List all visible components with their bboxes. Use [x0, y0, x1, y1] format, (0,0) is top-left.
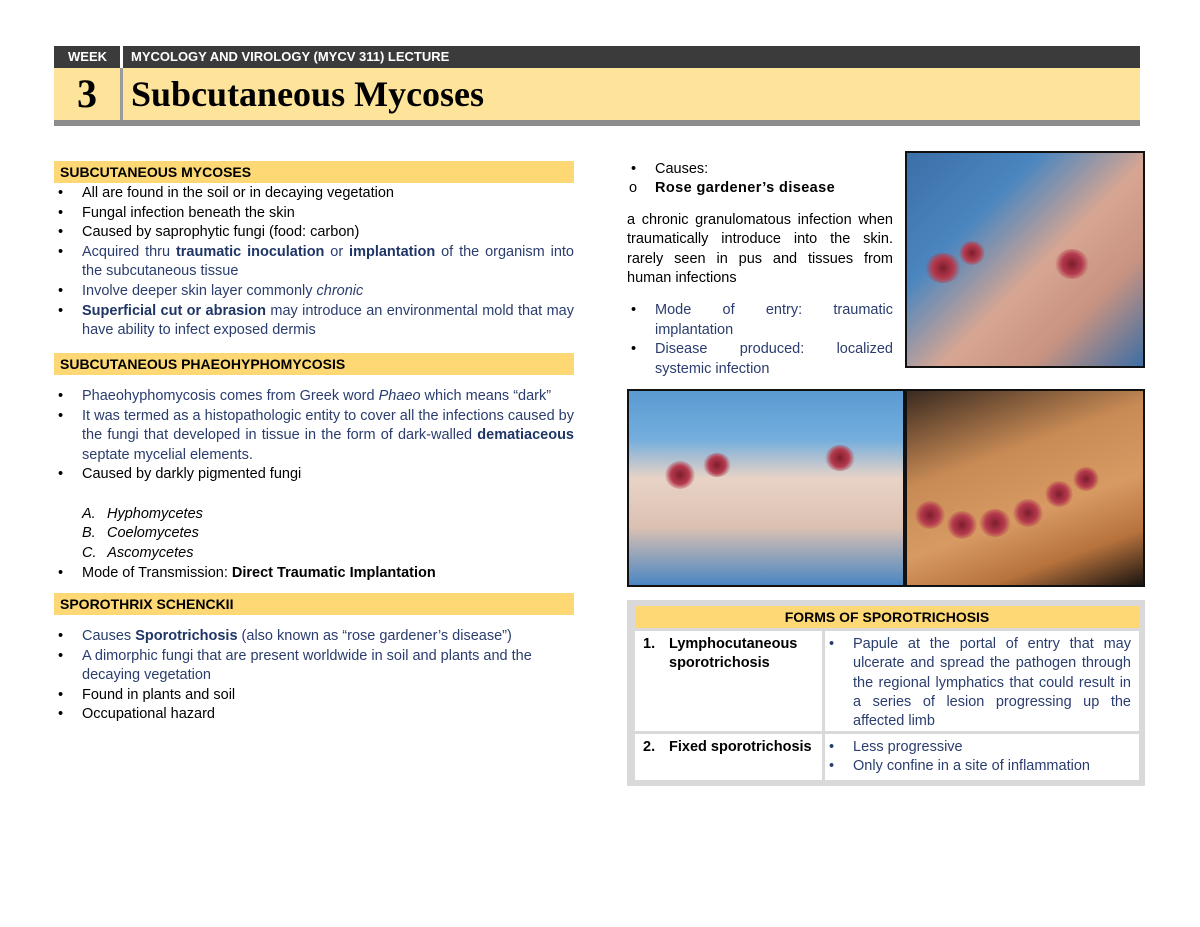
form-name: Fixed sporotrichosis: [669, 739, 812, 755]
table-cell-form-description: [825, 734, 1139, 780]
bullet-text: It was termed as a histopathologic entity to cover all the infections caused by the fungi that developed in tissue in the form of dark-walled: [82, 407, 574, 444]
week-label: WEEK: [68, 49, 107, 64]
bold-term: Sporotrichosis: [135, 628, 238, 644]
leg-ulcer-photo: [905, 389, 1145, 587]
lesion-mark: [1073, 467, 1099, 491]
list-item: [627, 160, 893, 180]
row-number: 2.: [643, 739, 656, 755]
list-item: • Papule at the portal of entry that may ulcerate and spread the pathogen through the regional lymphatics that could result in a series of lesion progressing up the affected limb: [853, 635, 1131, 731]
table-cell-form-description: [825, 631, 1139, 731]
transmission-list: [54, 564, 574, 584]
bullet-text: Disease produced: localized systemic infection: [655, 341, 893, 377]
bullet-text: Occupational hazard: [82, 706, 215, 723]
list-item: [54, 282, 574, 302]
list-item: [54, 407, 574, 466]
list-item: [54, 564, 574, 584]
bullet-text: Caused by darkly pigmented fungi: [82, 466, 302, 483]
list-item: [54, 647, 574, 686]
lesion-mark: [925, 253, 961, 283]
bold-term: traumatic inoculation: [175, 243, 325, 260]
lesion-mark: [979, 509, 1011, 537]
sporotrichosis-description: a chronic granulomatous infection when traumatically introduce into the skin. rarely seen in pus and tissues from human infections: [627, 212, 893, 287]
course-title: MYCOLOGY AND VIROLOGY (MYCV 311) LECTURE: [120, 46, 1140, 68]
lesion-mark: [915, 501, 945, 529]
lesion-mark: [947, 511, 977, 539]
bullet-text: Causes: [82, 628, 136, 644]
table-cell-form-name: [635, 734, 822, 780]
row-number: 1.: [643, 636, 656, 652]
list-item: [627, 301, 893, 340]
table-heading: FORMS OF SPOROTRICHOSIS: [635, 606, 1139, 628]
italic-term: Phaeo: [378, 388, 421, 404]
sub-item: C. Ascomycetes: [82, 544, 194, 561]
circle-bullet: o: [629, 180, 638, 196]
forms-of-sporotrichosis-table: [627, 600, 1145, 786]
bullet-text: (also known as “rose gardener’s disease”): [237, 628, 512, 644]
bold-term: dematiaceous: [477, 427, 574, 444]
fungi-sublist: [54, 505, 574, 563]
list-item: [54, 223, 574, 243]
bullet-text: All are found in the soil or in decaying vegetation: [82, 185, 394, 201]
bullet-text: may introduce an environmental mold that may have ability to infect exposed dermis: [82, 302, 574, 339]
section-heading-phaeohyphomycosis: SUBCUTANEOUS PHAEOHYPHOMYCOSIS: [54, 353, 574, 375]
hand-lesion-photo: [905, 151, 1145, 368]
page-header: [54, 46, 1140, 126]
header-bar: [54, 46, 1140, 68]
bullet-text: Involve deeper skin layer commonly: [82, 282, 317, 299]
page-title: Subcutaneous Mycoses: [120, 68, 1140, 120]
bullet-text: Found in plants and soil: [82, 686, 236, 703]
header-divider: [54, 120, 1140, 126]
bullet-text: A dimorphic fungi that are present worldwide in soil and plants and the decaying vegetation: [82, 647, 532, 684]
bullet-text: Fungal infection beneath the skin: [82, 204, 295, 221]
list-item: [54, 204, 574, 224]
lesion-mark: [959, 241, 985, 265]
bold-term: Superficial cut or abrasion: [82, 302, 266, 319]
sub-item: A. Hyphomycetes: [82, 506, 203, 522]
list-item: [54, 465, 574, 485]
lesion-mark: [1055, 249, 1089, 279]
causes-list: [627, 160, 893, 180]
bullet-text: of the organism into the subcutaneous tissue: [82, 243, 574, 280]
bullet-text: Caused by saprophytic fungi (food: carbon): [82, 224, 360, 241]
list-item: [627, 340, 893, 379]
sub-item: B. Coelomycetes: [82, 525, 199, 542]
section-heading-subcutaneous-mycoses: SUBCUTANEOUS MYCOSES: [54, 161, 574, 183]
arm-lesion-photo: [627, 389, 905, 587]
week-number: 3: [77, 71, 97, 116]
bold-term: Direct Traumatic Implantation: [231, 565, 436, 581]
list-item: [54, 243, 574, 282]
lesion-mark: [665, 461, 695, 489]
lesion-mark: [703, 453, 731, 477]
list-item: [54, 387, 574, 407]
section-heading-sporothrix: SPOROTHRIX SCHENCKII: [54, 593, 574, 615]
sporothrix-list: [54, 627, 574, 725]
bullet-text: Phaeohyphomycosis comes from Greek word: [82, 388, 379, 404]
lesion-mark: [825, 445, 855, 471]
subcutaneous-mycoses-list: [54, 184, 574, 341]
bold-term: implantation: [349, 243, 436, 260]
bullet-text: or: [324, 243, 350, 260]
header-title-bar: [54, 68, 1140, 120]
bullet-text: Acquired thru: [82, 243, 176, 260]
list-item: [54, 705, 574, 725]
lesion-mark: [1045, 481, 1073, 507]
list-item: [54, 302, 574, 341]
bullet-text: Mode of Transmission:: [82, 565, 232, 581]
list-item: [54, 184, 574, 204]
list-item: • Only confine in a site of inflammation: [853, 757, 1131, 776]
rose-gardener-line: [627, 179, 893, 199]
italic-term: chronic: [316, 282, 364, 299]
lesion-mark: [1013, 499, 1043, 527]
bullet-text: Causes:: [655, 161, 709, 177]
form-name: Lymphocutaneous sporotrichosis: [669, 636, 798, 672]
table-cell-form-name: [635, 631, 822, 731]
sporotrichosis-details-list: [627, 301, 893, 379]
phaeohyphomycosis-list: [54, 387, 574, 485]
bullet-text: Mode of entry: traumatic implantation: [655, 302, 893, 338]
rose-gardener-term: Rose gardener’s disease: [655, 180, 836, 196]
bullet-text: which means “dark”: [420, 388, 552, 404]
bullet-text: septate mycelial elements.: [82, 446, 253, 463]
list-item: [54, 627, 574, 647]
list-item: • Less progressive: [853, 738, 1131, 757]
list-item: [54, 686, 574, 706]
